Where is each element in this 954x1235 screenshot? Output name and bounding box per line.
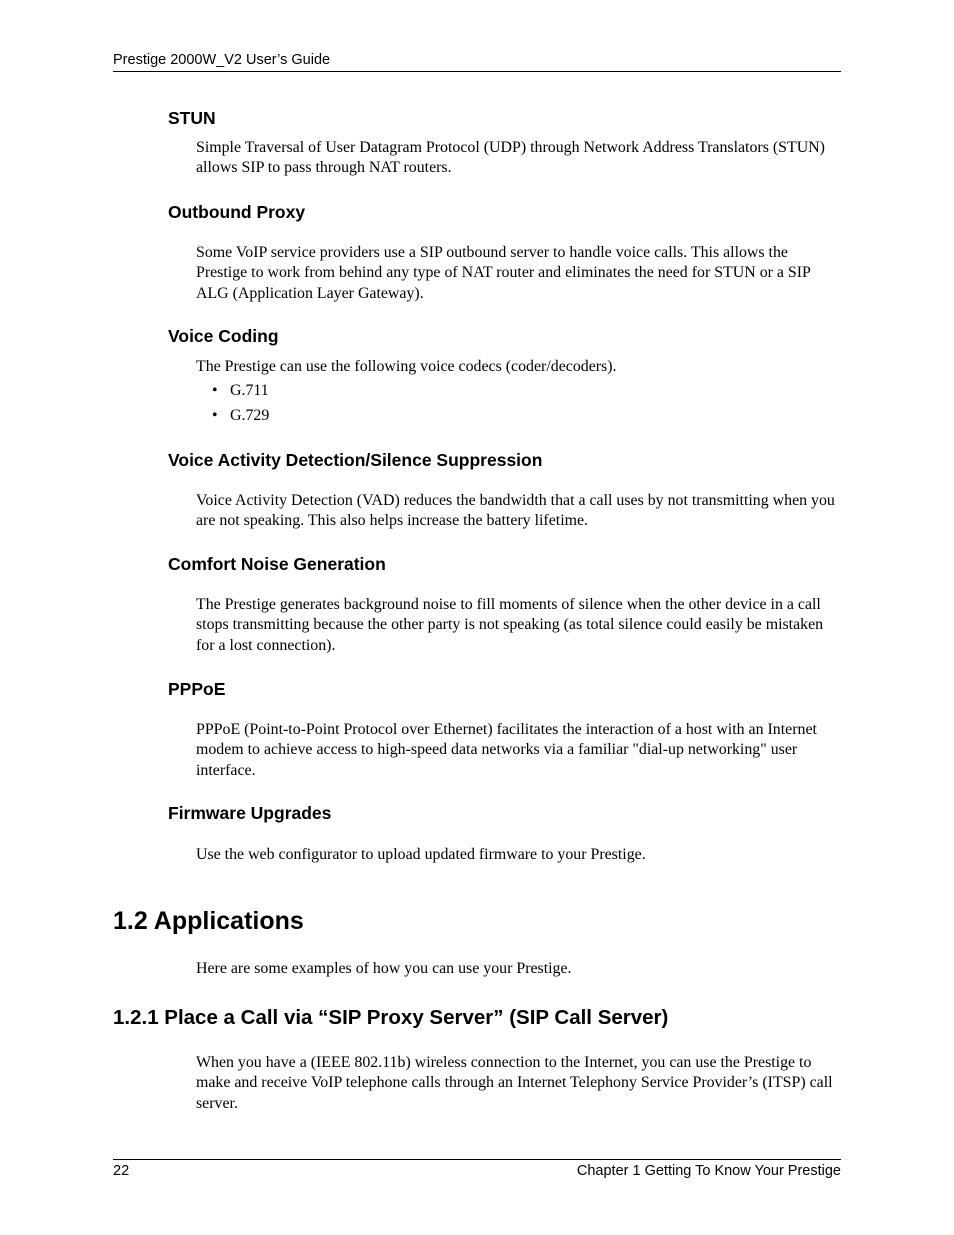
section-heading-stun: STUN — [168, 108, 216, 128]
section-heading-pppoe: PPPoE — [168, 679, 226, 699]
section-body-vad: Voice Activity Detection (VAD) reduces the bandwidth that a call uses by not transmitting when you are not speaking. This also helps increase the battery lifetime. — [196, 492, 835, 530]
section-body-comfort-noise: The Prestige generates background noise to fill moments of silence when the other device in a call stops transmitting because the other party is not speaking (as total silence could easily be mistaken for a lost connection). — [196, 596, 824, 654]
applications-heading: 1.2 Applications — [113, 907, 304, 935]
section-heading-vad: Voice Activity Detection/Silence Suppression — [168, 450, 543, 470]
list-item: • G.711 — [212, 378, 269, 403]
section-heading-outbound-proxy: Outbound Proxy — [168, 202, 306, 222]
applications-intro: Here are some examples of how you can use your Prestige. — [196, 960, 572, 977]
section-body-stun: Simple Traversal of User Datagram Protocol (UDP) through Network Address Translators (STUN) allows SIP to pass through NAT routers. — [196, 139, 825, 177]
section-heading-comfort-noise: Comfort Noise Generation — [168, 554, 386, 574]
page-footer — [113, 1159, 841, 1179]
page-number: 22 — [113, 1163, 130, 1179]
section-heading-voice-coding: Voice Coding — [168, 326, 279, 346]
section-heading-firmware: Firmware Upgrades — [168, 803, 332, 823]
header-title: Prestige 2000W_V2 User’s Guide — [113, 52, 331, 68]
list-item: • G.729 — [212, 403, 269, 428]
section-body-firmware: Use the web configurator to upload updated firmware to your Prestige. — [196, 846, 646, 863]
section-body-voice-coding: The Prestige can use the following voice codecs (coder/decoders). — [196, 358, 617, 375]
section-body-pppoe: PPPoE (Point-to-Point Protocol over Ethernet) facilitates the interaction of a host with an Internet modem to achieve access to high-speed data networks via a familiar "dial-up networking" user interface. — [196, 721, 817, 779]
page-header — [113, 51, 841, 72]
section-body-outbound-proxy: Some VoIP service providers use a SIP outbound server to handle voice calls. This allows the Prestige to work from behind any type of NAT router and eliminates the need for STUN or a SIP ALG (Application Layer Gateway). — [196, 244, 811, 302]
subsection-heading-sip-proxy: 1.2.1 Place a Call via “SIP Proxy Server” (SIP Call Server) — [113, 1006, 669, 1029]
subsection-body-sip-proxy: When you have a (IEEE 802.11b) wireless connection to the Internet, you can use the Prestige to make and receive VoIP telephone calls through an Internet Telephony Service Provider’s (ITSP) call server. — [196, 1054, 833, 1112]
footer-chapter: Chapter 1 Getting To Know Your Prestige — [576, 1163, 841, 1179]
codec-list — [212, 378, 269, 428]
